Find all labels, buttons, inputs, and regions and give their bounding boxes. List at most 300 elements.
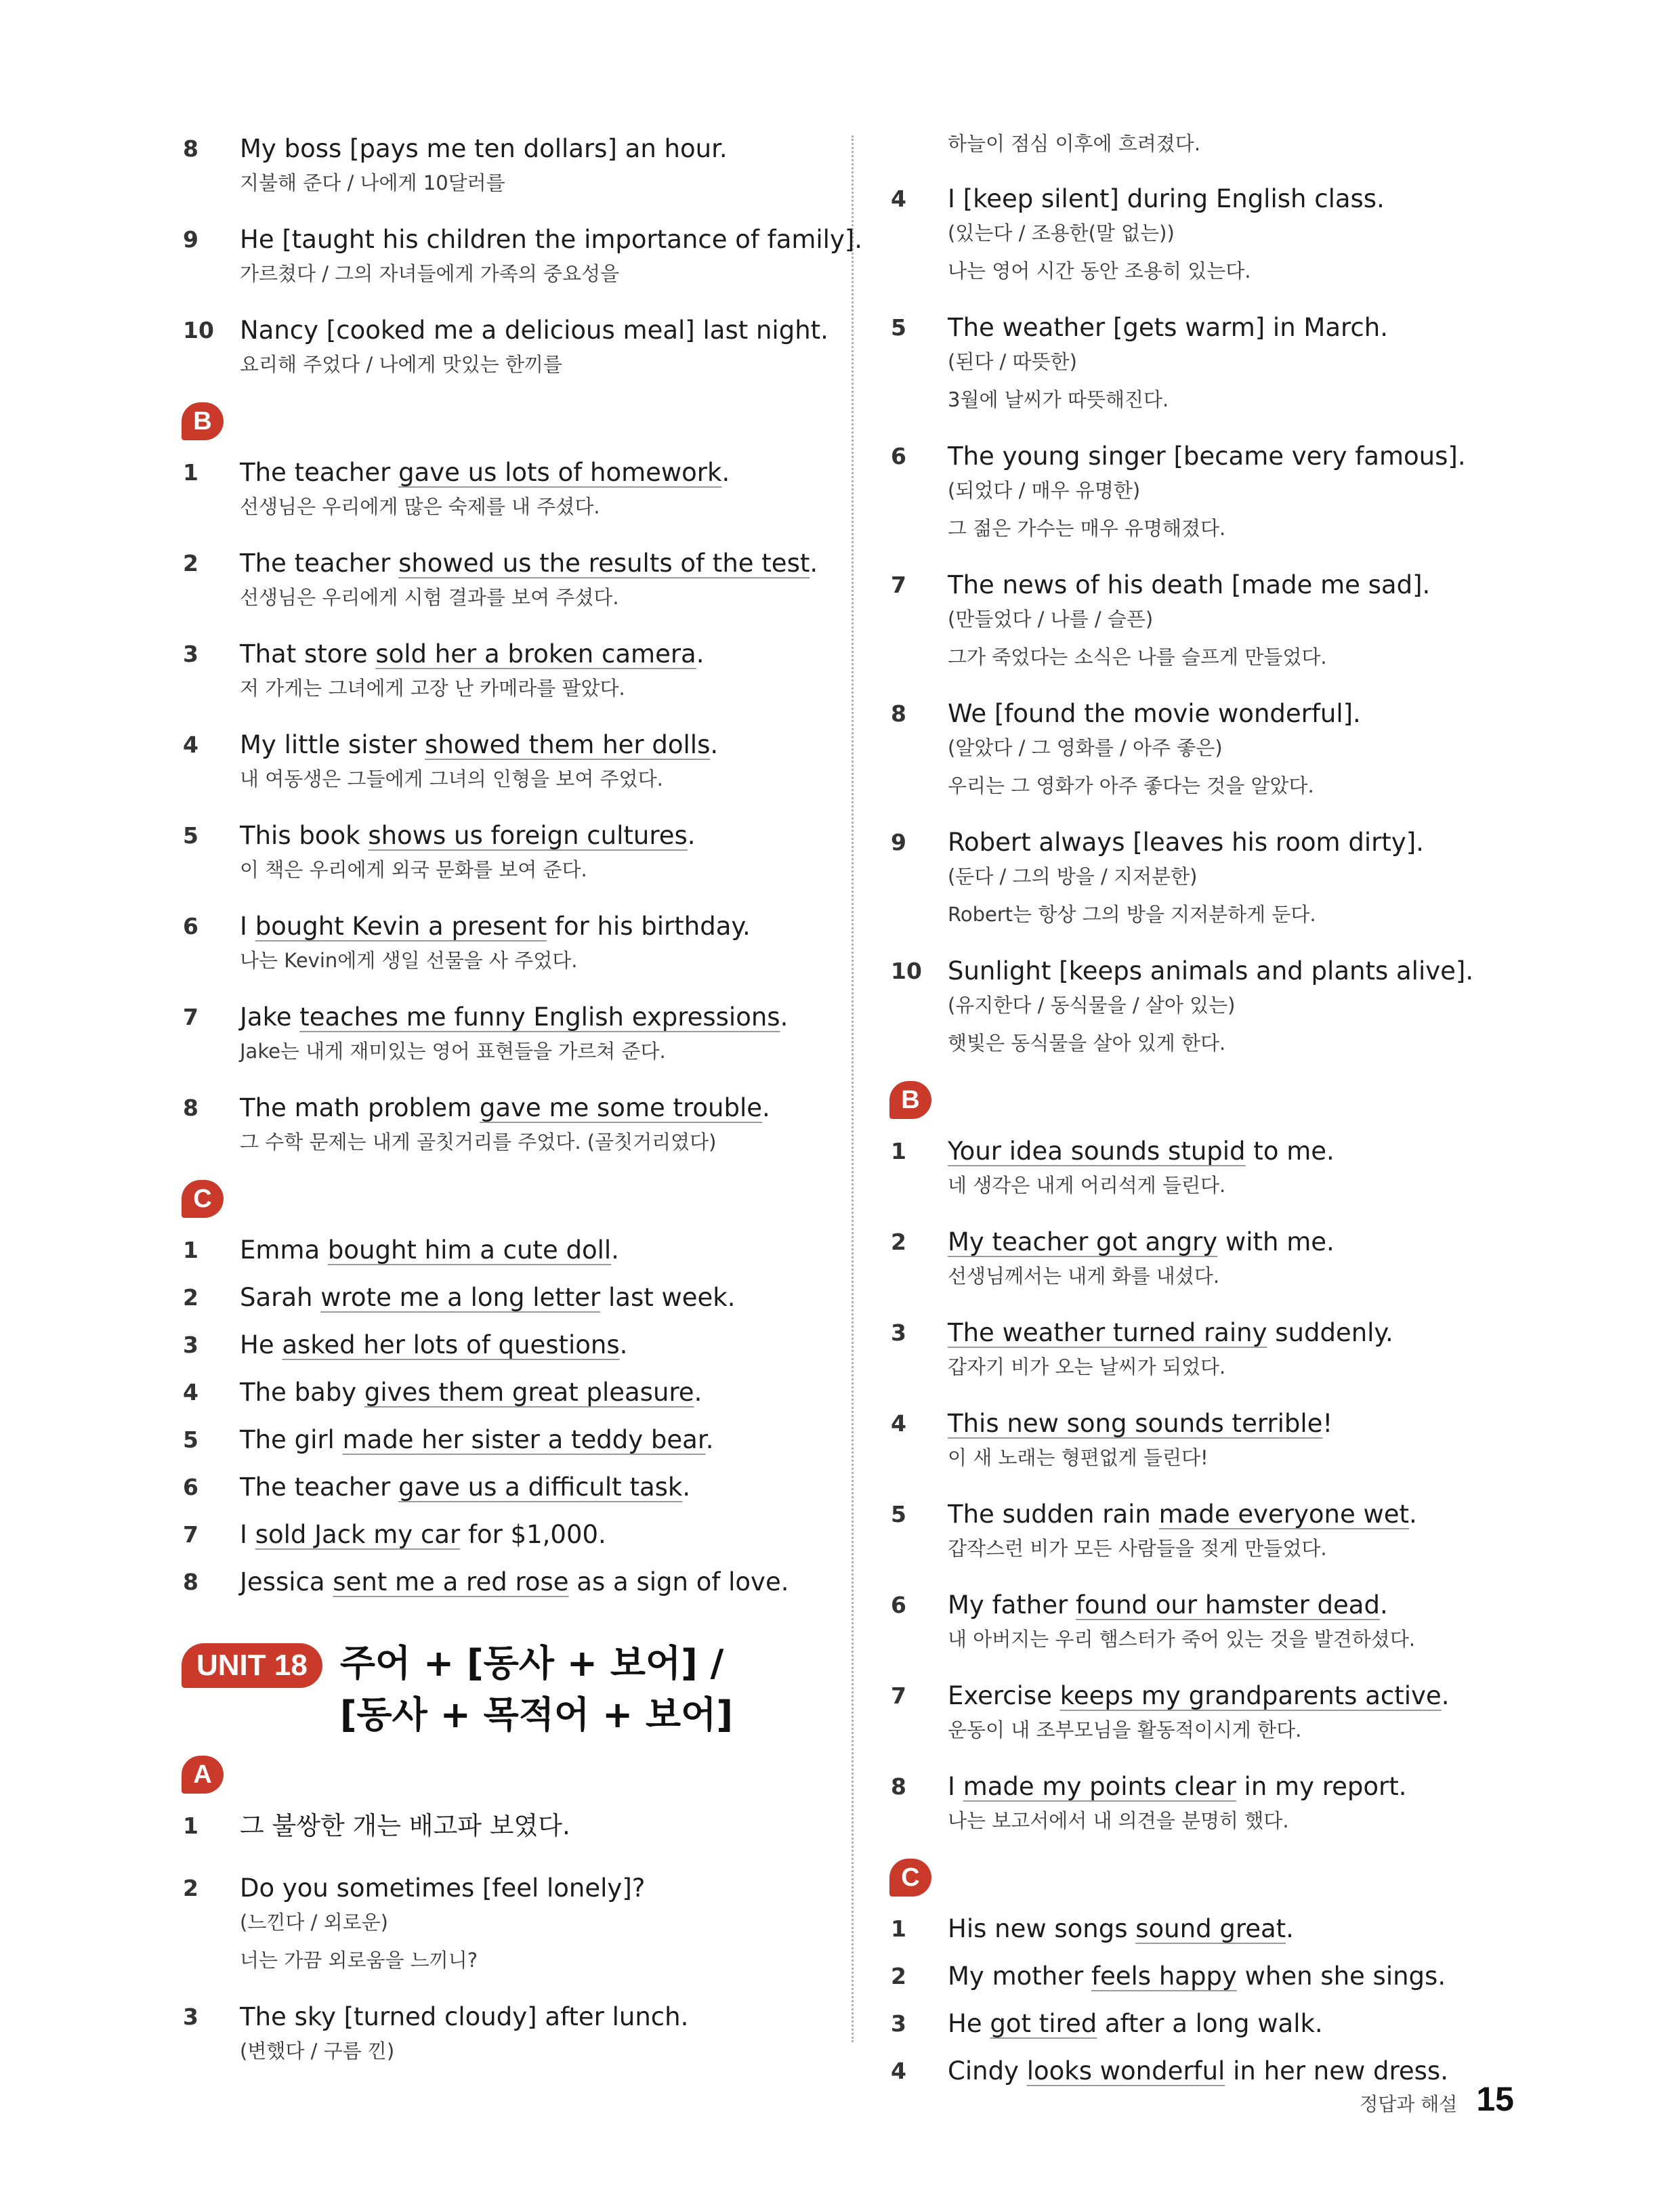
spacer — [183, 1412, 833, 1421]
underlined-answer: showed them her dolls — [425, 730, 711, 759]
translation-line: (되었다 / 매우 유명한) — [948, 479, 1141, 502]
sentence-text: after a long walk. — [1097, 2009, 1323, 2038]
answer-item — [891, 180, 1500, 284]
underlined-answer: This new song sounds terrible — [948, 1409, 1323, 1438]
sentence-text: This book — [240, 821, 369, 850]
answer-sentence — [240, 1998, 833, 2036]
item-body — [948, 2005, 1500, 2043]
answer-item — [891, 1133, 1500, 1199]
sentence-text: . — [694, 1378, 702, 1407]
translation-line: 햇빛은 동식물을 살아 있게 한다. — [948, 1032, 1226, 1055]
underlined-answer: asked her lots of questions — [282, 1330, 620, 1359]
underlined-answer: gives them great pleasure — [364, 1378, 694, 1407]
answer-item — [183, 1231, 833, 1269]
item-number: 10 — [183, 317, 214, 343]
underlined-answer: gave us a difficult task — [398, 1473, 683, 1502]
item-number: 1 — [183, 459, 198, 486]
answer-sentence — [240, 454, 833, 492]
spacer — [183, 883, 833, 908]
sentence-text: The news of his death [made me sad]. — [948, 570, 1431, 599]
translation-line: 이 새 노래는 형편없게 들린다! — [948, 1446, 1209, 1469]
underlined-answer: wrote me a long letter — [320, 1283, 601, 1312]
answer-sentence — [240, 726, 833, 764]
item-number: 5 — [183, 1426, 198, 1453]
section-badge: B — [182, 402, 224, 440]
item-number: 6 — [891, 443, 906, 469]
answer-item — [183, 1563, 833, 1601]
answer-item — [891, 952, 1500, 1057]
answer-item — [891, 695, 1500, 799]
answer-item — [891, 1677, 1500, 1743]
item-body — [948, 566, 1500, 671]
translation-line: 나는 보고서에서 내 의견을 분명히 했다. — [948, 1809, 1289, 1832]
item-body — [240, 1089, 833, 1156]
spacer — [183, 287, 833, 312]
answer-sentence — [240, 1374, 833, 1412]
item-number: 4 — [891, 1410, 906, 1437]
item-number: 1 — [183, 1813, 198, 1839]
sentence-text: . — [762, 1093, 770, 1122]
answer-item — [183, 1998, 833, 2065]
answer-sentence — [948, 1910, 1500, 1948]
answer-sentence — [948, 1496, 1500, 1533]
answer-sentence — [240, 1807, 833, 1845]
underlined-answer: feels happy — [1091, 1962, 1237, 1991]
translation-line: 네 생각은 내게 어리석게 들린다. — [948, 1174, 1226, 1197]
spacer — [891, 799, 1500, 824]
answer-sentence — [948, 1223, 1500, 1261]
sentence-text: . — [682, 1473, 691, 1502]
sentence-text: We [found the movie wonderful]. — [948, 699, 1361, 728]
item-number: 8 — [891, 700, 906, 727]
spacer — [183, 611, 833, 635]
spacer — [183, 792, 833, 817]
underlined-answer: bought him a cute doll — [327, 1235, 612, 1265]
sentence-text: Exercise — [948, 1681, 1060, 1710]
sentence-text: Sunlight [keeps animals and plants alive]. — [948, 956, 1474, 986]
sentence-text: . — [705, 1425, 714, 1454]
spacer — [891, 413, 1500, 438]
item-body — [948, 1223, 1500, 1290]
translation-line: 내 아버지는 우리 햄스터가 죽어 있는 것을 발견하셨다. — [948, 1628, 1416, 1651]
item-number: 2 — [183, 550, 198, 576]
answer-item — [891, 2005, 1500, 2043]
item-body — [948, 1768, 1500, 1834]
sentence-text: . — [687, 821, 696, 850]
sentence-text: My boss [pays me ten dollars] an hour. — [240, 134, 728, 163]
answer-item — [183, 1807, 833, 1845]
sentence-text: He — [240, 1330, 282, 1359]
spacer — [183, 520, 833, 545]
translation-line: 나는 영어 시간 동안 조용히 있는다. — [948, 259, 1251, 282]
item-number: 6 — [183, 1474, 198, 1500]
spacer — [183, 378, 833, 402]
underlined-answer: made everyone wet — [1158, 1500, 1410, 1529]
item-body — [240, 545, 833, 611]
item-body — [948, 1677, 1500, 1743]
sentence-text: with me. — [1217, 1227, 1335, 1256]
answer-sentence — [948, 566, 1500, 604]
underlined-answer: teaches me funny English expressions — [299, 1002, 780, 1032]
item-body — [240, 726, 833, 792]
sentence-text: . — [1379, 1590, 1388, 1620]
answer-item — [891, 309, 1500, 413]
sentence-text: in her new dress. — [1225, 2056, 1448, 2086]
page-footer — [1360, 2079, 1514, 2119]
answer-sentence — [948, 1314, 1500, 1352]
sentence-text: Nancy [cooked me a delicious meal] last night. — [240, 316, 828, 345]
answer-item — [183, 1421, 833, 1459]
translation-line: (알았다 / 그 영화를 / 아주 좋은) — [948, 736, 1223, 759]
underlined-answer: showed us the results of the test — [398, 549, 810, 578]
answer-item — [891, 566, 1500, 671]
item-body — [240, 221, 862, 287]
item-body — [240, 817, 833, 883]
left-column — [183, 130, 863, 2089]
answer-item — [891, 1223, 1500, 1290]
item-number: 9 — [183, 226, 198, 253]
underlined-answer: made her sister a teddy bear — [342, 1425, 706, 1454]
translation-line: Jake는 내게 재미있는 영어 표현들을 가르쳐 준다. — [240, 1040, 666, 1063]
item-body — [240, 1998, 833, 2065]
item-body — [948, 1314, 1500, 1380]
item-body — [948, 952, 1500, 1057]
sentence-text: as a sign of love. — [568, 1567, 789, 1596]
sentence-text: My father — [948, 1590, 1076, 1620]
item-number: 9 — [891, 829, 906, 855]
spacer — [183, 2065, 833, 2089]
item-body — [240, 1279, 833, 1317]
answer-sentence — [948, 180, 1500, 218]
sentence-text: He [taught his children the importance of family]. — [240, 225, 863, 254]
item-body — [240, 998, 833, 1065]
spacer — [891, 1290, 1500, 1314]
item-number: 7 — [891, 1683, 906, 1709]
spacer — [891, 1834, 1500, 1859]
underlined-answer: sound great — [1135, 1914, 1286, 1943]
translation-line: 그가 죽었다는 소식은 나를 슬프게 만들었다. — [948, 646, 1327, 669]
item-body — [948, 1958, 1500, 1995]
answer-item — [891, 1586, 1500, 1653]
answer-sentence — [240, 1326, 833, 1364]
sentence-text: The teacher — [240, 1473, 399, 1502]
sentence-text: His new songs — [948, 1914, 1136, 1943]
spacer — [183, 1601, 833, 1611]
sentence-text: to me. — [1245, 1137, 1335, 1166]
translation-line: 요리해 주었다 / 나에게 맛있는 한끼를 — [240, 353, 563, 376]
item-body — [948, 1910, 1500, 1948]
sentence-text: 그 불쌍한 개는 배고파 보였다. — [240, 1811, 570, 1840]
answer-sentence — [948, 1768, 1500, 1806]
item-number: 4 — [891, 2058, 906, 2084]
answer-item — [891, 438, 1500, 542]
spacer — [891, 1653, 1500, 1677]
answer-item — [183, 1869, 833, 1974]
answer-sentence — [948, 2005, 1500, 2043]
sentence-text: suddenly. — [1267, 1318, 1393, 1347]
sentence-text: My mother — [948, 1962, 1091, 1991]
sentence-text: Sarah — [240, 1283, 321, 1312]
item-body — [240, 1807, 833, 1845]
translation-line: 내 여동생은 그들에게 그녀의 인형을 보여 주었다. — [240, 767, 663, 790]
translation-line: (만들었다 / 나를 / 슬픈) — [948, 608, 1154, 631]
sentence-text: The weather [gets warm] in March. — [948, 313, 1388, 342]
sentence-text: . — [780, 1002, 789, 1032]
underlined-answer: got tired — [990, 2009, 1097, 2038]
answer-sentence — [948, 309, 1500, 347]
item-number: 8 — [891, 1773, 906, 1800]
answer-item — [183, 908, 833, 974]
item-number: 2 — [183, 1875, 198, 1901]
sentence-text: I [keep silent] during English class. — [948, 184, 1385, 213]
answer-item — [891, 1496, 1500, 1562]
translation-line: 선생님은 우리에게 시험 결과를 보여 주셨다. — [240, 586, 619, 609]
unit-title-line: 주어 + [동사 + 보어] / — [339, 1642, 724, 1685]
unit-title — [340, 1638, 733, 1741]
item-body — [240, 1563, 833, 1601]
answer-sentence — [240, 817, 833, 855]
translation-line: 그 수학 문제는 내게 골칫거리를 주었다. (골칫거리였다) — [240, 1130, 717, 1154]
translation-line: 3월에 날씨가 따뜻해진다. — [948, 388, 1169, 411]
answer-item — [183, 726, 833, 792]
spacer — [183, 1156, 833, 1180]
answer-item — [183, 1089, 833, 1156]
translation-line: 운동이 내 조부모님을 활동적이시게 한다. — [948, 1718, 1302, 1741]
answer-item — [891, 824, 1500, 928]
item-body — [240, 1421, 833, 1459]
item-body — [240, 130, 833, 196]
column-divider — [852, 135, 854, 2042]
item-body — [948, 1496, 1500, 1562]
sentence-text: The young singer [became very famous]. — [948, 442, 1466, 471]
answer-sentence — [948, 438, 1500, 475]
translation-line: 가르쳤다 / 그의 자녀들에게 가족의 중요성을 — [240, 262, 620, 285]
sentence-text: Cindy — [948, 2056, 1027, 2086]
answer-sentence — [948, 1586, 1500, 1624]
item-body — [240, 312, 833, 378]
item-body — [240, 1231, 833, 1269]
unit-header — [183, 1638, 833, 1741]
spacer — [891, 1995, 1500, 2005]
unit-title-line: [동사 + 목적어 + 보어] — [339, 1693, 734, 1736]
underlined-answer: shows us foreign cultures — [368, 821, 688, 850]
spacer — [183, 1974, 833, 1998]
spacer — [183, 1364, 833, 1374]
sentence-text: for $1,000. — [460, 1520, 606, 1549]
item-number: 2 — [183, 1284, 198, 1311]
item-number: 2 — [891, 1229, 906, 1255]
sentence-text: Jake — [240, 1002, 300, 1032]
sentence-text: Jessica — [240, 1567, 333, 1596]
underlined-answer: sent me a red rose — [333, 1567, 569, 1596]
answer-sentence — [948, 1958, 1500, 1995]
answer-sentence — [240, 1231, 833, 1269]
answer-item — [183, 312, 833, 378]
spacer — [183, 1554, 833, 1563]
item-number: 5 — [183, 822, 198, 849]
item-number: 3 — [183, 1332, 198, 1358]
spacer — [891, 1743, 1500, 1768]
underlined-answer: My teacher got angry — [948, 1227, 1218, 1256]
section-badge: A — [182, 1756, 224, 1794]
answer-item — [891, 1768, 1500, 1834]
underlined-answer: bought Kevin a present — [255, 912, 547, 941]
item-number: 10 — [891, 958, 922, 984]
answer-item — [891, 1314, 1500, 1380]
item-number: 3 — [183, 641, 198, 667]
sentence-text: I — [240, 1520, 255, 1549]
answer-sentence — [240, 908, 833, 946]
answer-item — [891, 1910, 1500, 1948]
item-body — [948, 1133, 1500, 1199]
item-number: 6 — [891, 1592, 906, 1618]
sentence-text: in my report. — [1236, 1772, 1407, 1801]
item-number: 6 — [183, 913, 198, 939]
answer-sentence — [948, 1677, 1500, 1715]
sentence-text: . — [611, 1235, 619, 1265]
answer-sentence — [240, 1869, 833, 1907]
answer-sentence — [240, 1279, 833, 1317]
item-body — [948, 438, 1500, 542]
spacer — [183, 1269, 833, 1279]
spacer — [891, 2043, 1500, 2052]
sentence-text: for his birthday. — [547, 912, 751, 941]
spacer — [183, 196, 833, 221]
item-body — [240, 1326, 833, 1364]
item-body — [948, 1405, 1500, 1471]
answer-item — [183, 1516, 833, 1554]
item-number: 3 — [891, 1319, 906, 1346]
sentence-text: I — [948, 1772, 963, 1801]
spacer — [183, 702, 833, 726]
item-body — [240, 1374, 833, 1412]
translation-line: (변했다 / 구름 낀) — [240, 2039, 395, 2062]
item-number: 5 — [891, 314, 906, 341]
translation-line: 그 젊은 가수는 매우 유명해졌다. — [948, 517, 1226, 540]
answer-item — [183, 1326, 833, 1364]
underlined-answer: Your idea sounds stupid — [948, 1137, 1246, 1166]
item-number: 3 — [891, 2010, 906, 2037]
underlined-answer: keeps my grandparents active — [1059, 1681, 1442, 1710]
item-number: 2 — [891, 1963, 906, 1989]
item-number: 4 — [891, 186, 906, 212]
item-number: 7 — [183, 1521, 198, 1548]
item-body — [948, 824, 1500, 928]
translation-line: 선생님께서는 내게 화를 내셨다. — [948, 1265, 1220, 1288]
sentence-text: ! — [1322, 1409, 1333, 1438]
item-number: 4 — [183, 732, 198, 758]
spacer — [183, 1506, 833, 1516]
unit-badge: UNIT 18 — [182, 1643, 322, 1688]
sentence-text: The sky [turned cloudy] after lunch. — [240, 2002, 689, 2031]
answer-sentence — [240, 1089, 833, 1127]
answer-sentence — [240, 635, 833, 673]
sentence-text: The teacher — [240, 458, 399, 487]
underlined-answer: gave me some trouble — [479, 1093, 763, 1122]
sentence-text: when she sings. — [1236, 1962, 1446, 1991]
item-body — [240, 1869, 833, 1974]
translation-line: (느낀다 / 외로운) — [240, 1911, 388, 1934]
translation-line: (있는다 / 조용한(말 없는)) — [948, 221, 1175, 245]
item-body — [948, 309, 1500, 413]
spacer — [891, 671, 1500, 695]
sentence-text: . — [619, 1330, 628, 1359]
item-number: 1 — [891, 1138, 906, 1164]
underlined-answer: The weather turned rainy — [948, 1318, 1267, 1347]
section-badge: C — [889, 1859, 931, 1897]
answer-sentence — [240, 545, 833, 583]
item-number: 4 — [183, 1379, 198, 1405]
item-body — [240, 635, 833, 702]
sentence-text: . — [721, 458, 730, 487]
sentence-text: The baby — [240, 1378, 364, 1407]
item-body — [948, 695, 1500, 799]
translation-line: 너는 가끔 외로움을 느끼니? — [240, 1949, 478, 1972]
answer-sentence — [948, 952, 1500, 990]
underlined-answer: looks wonderful — [1026, 2056, 1225, 2086]
sentence-text: last week. — [600, 1283, 736, 1312]
sentence-text: Robert always [leaves his room dirty]. — [948, 828, 1424, 857]
translation-line: (된다 / 따뜻한) — [948, 350, 1077, 373]
sentence-text: The girl — [240, 1425, 343, 1454]
continued-translation: 하늘이 점심 이후에 흐려졌다. — [948, 132, 1201, 155]
spacer — [891, 284, 1500, 309]
sentence-text: . — [1409, 1500, 1417, 1529]
sentence-text: . — [1286, 1914, 1294, 1943]
translation-line: 지불해 준다 / 나에게 10달러를 — [240, 171, 505, 194]
underlined-answer: sold Jack my car — [255, 1520, 461, 1549]
section-badge: C — [182, 1180, 224, 1218]
sentence-text: . — [810, 549, 818, 578]
translation-line: 갑자기 비가 오는 날씨가 되었다. — [948, 1355, 1226, 1378]
answer-sentence — [948, 824, 1500, 862]
translation-line: 갑작스런 비가 모든 사람들을 젖게 만들었다. — [948, 1537, 1327, 1560]
sentence-text: That store — [240, 639, 376, 669]
item-number: 7 — [183, 1004, 198, 1030]
spacer — [891, 1057, 1500, 1081]
item-number: 5 — [891, 1501, 906, 1527]
answer-sentence — [240, 221, 862, 259]
item-number: 8 — [183, 1095, 198, 1121]
item-body — [240, 908, 833, 974]
sentence-text: I — [240, 912, 255, 941]
answer-sentence — [240, 1468, 833, 1506]
spacer — [891, 1199, 1500, 1223]
answer-item — [183, 635, 833, 702]
item-body — [240, 1468, 833, 1506]
answer-item — [183, 1468, 833, 1506]
item-number: 1 — [183, 1237, 198, 1263]
translation-line: 저 가게는 그녀에게 고장 난 카메라를 팔았다. — [240, 677, 625, 700]
item-number: 7 — [891, 572, 906, 598]
item-body — [240, 1516, 833, 1554]
spacer — [891, 1471, 1500, 1496]
underlined-answer: made my points clear — [963, 1772, 1236, 1801]
sentence-text: . — [1441, 1681, 1450, 1710]
spacer — [891, 1948, 1500, 1958]
spacer — [891, 1380, 1500, 1405]
spacer — [183, 1317, 833, 1326]
translation-line: 우리는 그 영화가 아주 좋다는 것을 알았다. — [948, 774, 1314, 797]
translation-line: Robert는 항상 그의 방을 지저분하게 둔다. — [948, 903, 1316, 926]
translation-line: (유지한다 / 동식물을 / 살아 있는) — [948, 994, 1236, 1017]
spacer — [183, 1845, 833, 1869]
answer-sentence — [240, 312, 833, 350]
section-badge: B — [889, 1081, 931, 1119]
answer-sentence — [948, 695, 1500, 733]
answer-sentence — [240, 130, 833, 168]
translation-line: 나는 Kevin에게 생일 선물을 사 주었다. — [240, 949, 578, 972]
